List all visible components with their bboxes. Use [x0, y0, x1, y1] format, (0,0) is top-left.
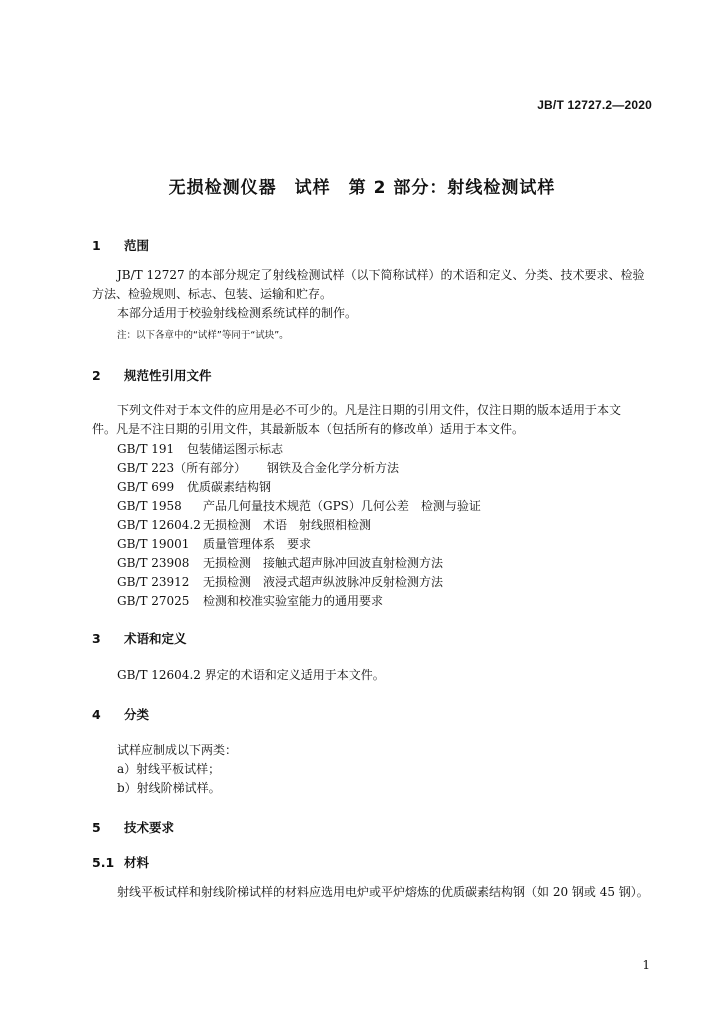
- reference-item: [117, 554, 443, 571]
- reference-item: [117, 459, 399, 476]
- reference-item: [117, 497, 481, 514]
- section-number: 1: [92, 238, 101, 253]
- section-number: 5.1: [92, 855, 115, 870]
- reference-title: 包装储运图示标志: [187, 442, 284, 456]
- scope-note: 注：以下各章中的“试样”等同于“试块”。: [117, 330, 289, 341]
- reference-title: 钢铁及合金化学分析方法: [267, 461, 400, 475]
- subsection-materials-heading: [92, 853, 149, 871]
- section-tech-heading: [92, 818, 174, 836]
- terms-text: GB/T 12604.2 界定的术语和定义适用于本文件。: [117, 668, 385, 682]
- classification-intro: 试样应制成以下两类：: [117, 743, 238, 757]
- reference-title: 无损检测 接触式超声脉冲回波直射检测方法: [203, 556, 444, 570]
- reference-item: [117, 573, 443, 590]
- section-number: 5: [92, 820, 101, 835]
- materials-text: 射线平板试样和射线阶梯试样的材料应选用电炉或平炉熔炼的优质碳素结构钢（如 20 钢或 45 钢）。: [117, 885, 649, 899]
- reference-code: GB/T 12604.2: [117, 518, 201, 532]
- classification-item-a: a）射线平板试样；: [117, 762, 221, 776]
- reference-code: GB/T 23908: [117, 556, 190, 570]
- reference-code: GB/T 699: [117, 480, 175, 494]
- reference-code: GB/T 27025: [117, 594, 190, 608]
- reference-item: [117, 535, 311, 552]
- section-title: 术语和定义: [124, 631, 187, 646]
- reference-item: [117, 516, 371, 533]
- section-title: 技术要求: [124, 820, 175, 835]
- section-number: 4: [92, 707, 101, 722]
- normative-intro-line2: 件。凡是不注日期的引用文件，其最新版本（包括所有的修改单）适用于本文件。: [92, 422, 525, 436]
- reference-code: GB/T 23912: [117, 575, 190, 589]
- section-title: 规范性引用文件: [124, 368, 212, 383]
- reference-code: GB/T 19001: [117, 537, 190, 551]
- section-number: 2: [92, 368, 101, 383]
- section-title: 材料: [124, 855, 150, 870]
- classification-item-b: b）射线阶梯试样。: [117, 781, 221, 795]
- reference-title: 无损检测 术语 射线照相检测: [203, 518, 372, 532]
- section-title: 分类: [124, 707, 150, 722]
- reference-item: [117, 478, 271, 495]
- reference-title: 产品几何量技术规范（GPS）几何公差 检测与验证: [203, 499, 481, 513]
- page-number: 1: [642, 958, 650, 972]
- reference-code: GB/T 1958: [117, 499, 182, 513]
- normative-intro-line1: 下列文件对于本文件的应用是必不可少的。凡是注日期的引用文件，仅注日期的版本适用于本文: [117, 403, 622, 417]
- reference-item: [117, 592, 383, 609]
- standard-number: JB/T 12727.2—2020: [537, 98, 652, 112]
- scope-paragraph-line1: JB/T 12727 的本部分规定了射线检测试样（以下简称试样）的术语和定义、分类、技术要求、检验: [117, 268, 645, 282]
- section-title: 范围: [124, 238, 150, 253]
- section-scope-heading: [92, 236, 149, 254]
- scope-applicability: 本部分适用于校验射线检测系统试样的制作。: [117, 306, 358, 320]
- reference-item: [117, 440, 283, 457]
- reference-code: GB/T 223（所有部分）: [117, 461, 247, 475]
- section-normative-heading: [92, 366, 212, 384]
- reference-title: 优质碳素结构钢: [187, 480, 272, 494]
- reference-code: GB/T 191: [117, 442, 175, 456]
- section-number: 3: [92, 631, 101, 646]
- section-terms-heading: [92, 629, 187, 647]
- section-classification-heading: [92, 705, 149, 723]
- reference-title: 无损检测 液浸式超声纵波脉冲反射检测方法: [203, 575, 444, 589]
- reference-title: 检测和校准实验室能力的通用要求: [203, 594, 384, 608]
- reference-title: 质量管理体系 要求: [203, 537, 312, 551]
- scope-paragraph-line2: 方法、检验规则、标志、包装、运输和贮存。: [92, 287, 333, 301]
- document-title: 无损检测仪器 试样 第 2 部分：射线检测试样: [168, 178, 556, 198]
